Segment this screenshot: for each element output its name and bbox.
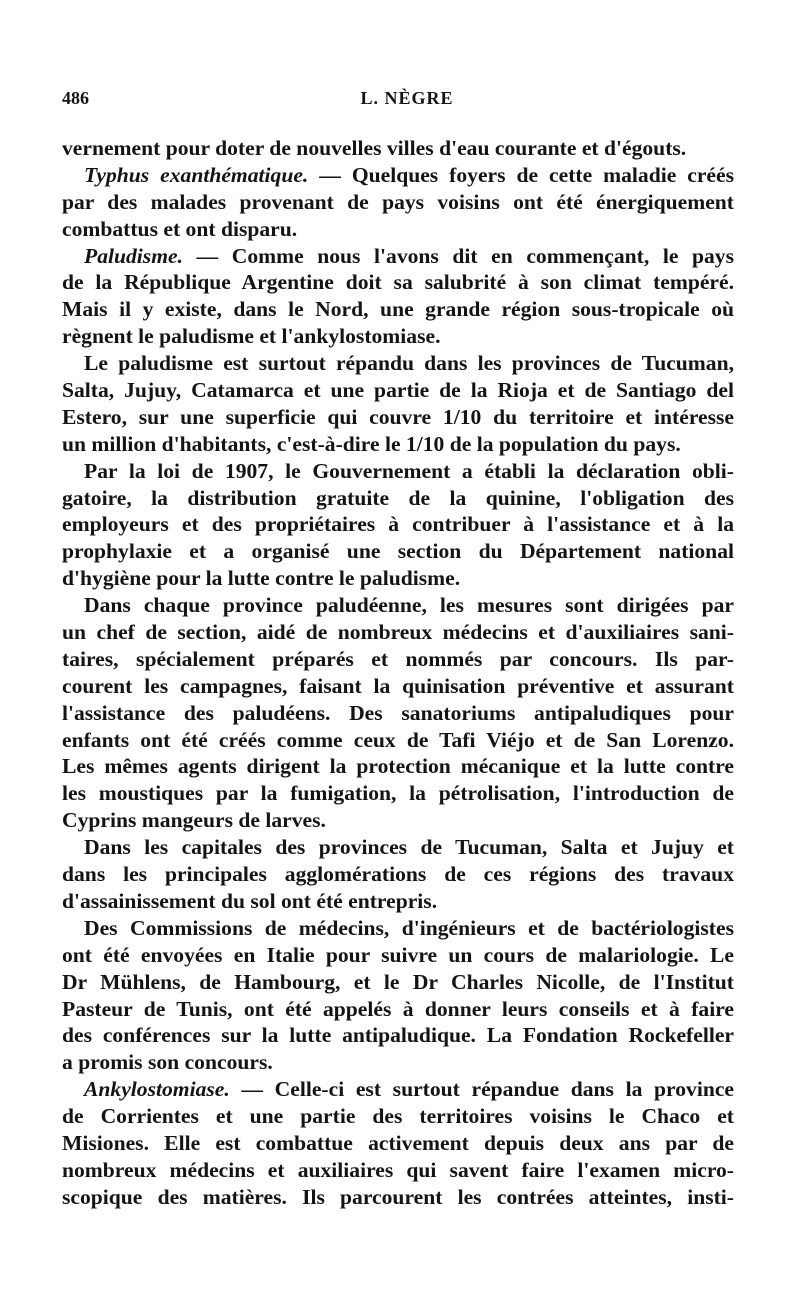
line-text: un million d'habitants, c'est-à-dire le 1/10 de la population du pays. <box>62 431 681 456</box>
line-text: courent les campagnes, faisant la quinisation préventive et assurant <box>62 673 734 698</box>
line-text: Pasteur de Tunis, ont été appelés à donner leurs conseils et à faire <box>62 996 734 1021</box>
text-line <box>62 1022 734 1049</box>
text-line <box>62 727 734 754</box>
line-text: Salta, Jujuy, Catamarca et une partie de la Rioja et de Santiago del <box>62 378 734 403</box>
page-header <box>62 88 752 118</box>
line-text: — Quelques foyers de cette maladie créés <box>308 162 734 187</box>
text-line <box>62 162 734 189</box>
line-text: Des Commissions de médecins, d'ingénieurs et de bactériologistes <box>84 915 734 940</box>
line-text: Dr Mühlens, de Hambourg, et le Dr Charles Nicolle, de l'Institut <box>62 969 734 994</box>
text-line <box>62 511 734 538</box>
line-text: les moustiques par la fumigation, la pétrolisation, l'introduction de <box>62 781 734 806</box>
section-heading: Paludisme. <box>84 243 183 268</box>
text-line <box>62 377 734 404</box>
text-line <box>62 1103 734 1130</box>
line-text: d'assainissement du sol ont été entrepris. <box>62 888 438 913</box>
line-text: ont été envoyées en Italie pour suivre un cours de malariologie. Le <box>62 942 734 967</box>
line-text: Estero, sur une superficie qui couvre 1/10 du territoire et intéresse <box>62 404 734 429</box>
text-line <box>62 243 734 270</box>
text-line <box>62 996 734 1023</box>
line-text: de Corrientes et une partie des territoires voisins le Chaco et <box>62 1104 734 1129</box>
text-line <box>62 269 734 296</box>
line-text: Les mêmes agents dirigent la protection mécanique et la lutte contre <box>62 754 734 779</box>
text-line <box>62 915 734 942</box>
line-text: — Comme nous l'avons dit en commençant, le pays <box>182 243 734 268</box>
line-text: Misiones. Elle est combattue activement depuis deux ans par de <box>62 1130 734 1155</box>
text-line <box>62 780 734 807</box>
text-line <box>62 1130 734 1157</box>
text-line <box>62 350 734 377</box>
text-line <box>62 646 734 673</box>
text-line <box>62 619 734 646</box>
line-text: Mais il y existe, dans le Nord, une grande région sous-tropicale où <box>62 297 734 322</box>
text-line <box>62 969 734 996</box>
page-number: 486 <box>62 88 89 108</box>
text-line <box>62 485 734 512</box>
text-line <box>62 216 734 243</box>
line-text: de la République Argentine doit sa salubrité à son climat tempéré. <box>62 270 734 295</box>
section-heading: Ankylostomiase. <box>84 1077 230 1102</box>
text-line <box>62 431 734 458</box>
line-text: Dans chaque province paludéenne, les mesures sont dirigées par <box>84 593 734 618</box>
text-line <box>62 673 734 700</box>
text-line <box>62 834 734 861</box>
line-text: employeurs et des propriétaires à contribuer à l'assistance et à la <box>62 512 734 537</box>
line-text: prophylaxie et a organisé une section du Département national <box>62 539 734 564</box>
text-line <box>62 1076 734 1103</box>
line-text: nombreux médecins et auxiliaires qui savent faire l'examen micro- <box>62 1157 734 1182</box>
running-head: L. NÈGRE <box>360 88 454 108</box>
line-text: scopique des matières. Ils parcourent les contrées atteintes, insti- <box>62 1184 734 1209</box>
text-line <box>62 1157 734 1184</box>
line-text: — Celle-ci est surtout répandue dans la province <box>229 1077 734 1102</box>
text-line <box>62 404 734 431</box>
line-text: a promis son concours. <box>62 1050 273 1075</box>
text-line <box>62 700 734 727</box>
line-text: l'assistance des paludéens. Des sanatoriums antipaludiques pour <box>62 700 734 725</box>
text-line <box>62 753 734 780</box>
text-line <box>62 565 734 592</box>
text-line <box>62 135 734 162</box>
line-text: des conférences sur la lutte antipaludique. La Fondation Rockefeller <box>62 1023 734 1048</box>
text-line <box>62 807 734 834</box>
line-text: par des malades provenant de pays voisins ont été énergiquement <box>62 189 734 214</box>
line-text: Dans les capitales des provinces de Tucuman, Salta et Jujuy et <box>84 835 734 860</box>
body-text <box>62 135 734 1211</box>
section-heading: Typhus exanthématique. <box>84 162 309 187</box>
line-text: Cyprins mangeurs de larves. <box>62 808 326 833</box>
text-line <box>62 538 734 565</box>
text-line <box>62 1049 734 1076</box>
line-text: gatoire, la distribution gratuite de la quinine, l'obligation des <box>62 485 734 510</box>
line-text: enfants ont été créés comme ceux de Tafi Viéjo et de San Lorenzo. <box>62 727 734 752</box>
text-line <box>62 861 734 888</box>
line-text: Le paludisme est surtout répandu dans les provinces de Tucuman, <box>84 351 734 376</box>
text-line <box>62 888 734 915</box>
line-text: vernement pour doter de nouvelles villes d'eau courante et d'égouts. <box>62 136 687 160</box>
text-line <box>62 942 734 969</box>
line-text: dans les principales agglomérations de ces régions des travaux <box>62 862 734 887</box>
line-text: Par la loi de 1907, le Gouvernement a établi la déclaration obli- <box>84 458 734 483</box>
line-text: règnent le paludisme et l'ankylostomiase. <box>62 324 441 349</box>
line-text: combattus et ont disparu. <box>62 216 298 241</box>
line-text: un chef de section, aidé de nombreux médecins et d'auxiliaires sani- <box>62 620 734 645</box>
text-line <box>62 323 734 350</box>
text-line <box>62 189 734 216</box>
line-text: taires, spécialement préparés et nommés par concours. Ils par- <box>62 646 734 671</box>
text-line <box>62 1184 734 1211</box>
line-text: d'hygiène pour la lutte contre le paludisme. <box>62 566 461 591</box>
text-line <box>62 592 734 619</box>
text-line <box>62 296 734 323</box>
text-line <box>62 458 734 485</box>
